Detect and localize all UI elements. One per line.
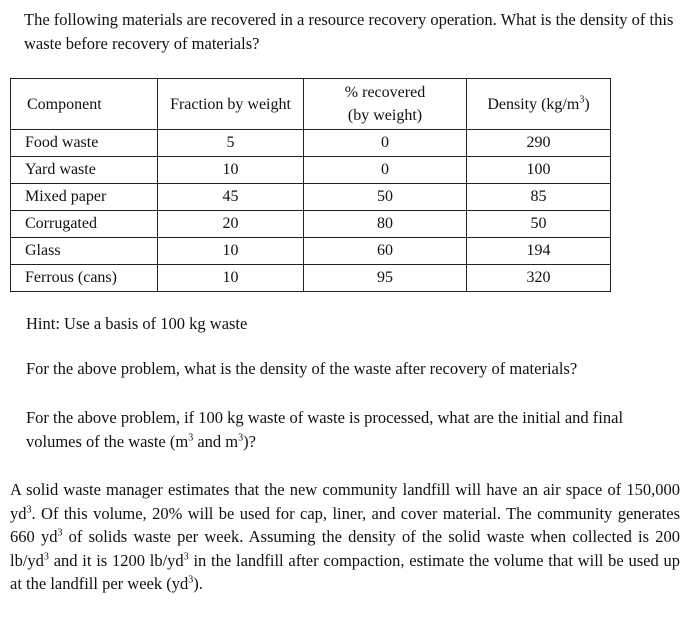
q4-p1: A solid waste manager estimates that the new community landfill will have an air space of 150,000 yd: [10, 480, 680, 523]
q4-s2: 3: [57, 527, 63, 539]
q4-p6: ).: [193, 574, 203, 593]
cell-recovered: 95: [304, 265, 467, 292]
cell-recovered: 0: [304, 130, 467, 157]
header-recovered-line2: (by weight): [347, 107, 423, 124]
table-row: [11, 184, 611, 211]
cell-component: Food waste: [11, 130, 158, 157]
header-density-prefix: Density (kg/m: [487, 95, 580, 113]
q4-s4: 3: [183, 551, 189, 562]
cell-density: 85: [467, 184, 611, 211]
cell-density: 290: [467, 130, 611, 157]
cell-fraction: 5: [158, 130, 304, 157]
table-row: [11, 265, 611, 292]
cell-density: 100: [467, 157, 611, 184]
q3-part1: For the above problem, if 100 kg waste of waste is processed, what are the initial and final volumes of the waste (m: [26, 408, 624, 451]
q3-sup2: 3: [238, 432, 244, 444]
cell-fraction: 10: [158, 157, 304, 184]
q4-s1: 3: [26, 504, 32, 515]
q4-p3: of solids waste per week. Assuming the density of the solid waste when collected is 200 lb/yd: [10, 527, 681, 570]
header-density-sup: 3: [579, 94, 585, 106]
q3-part3: )?: [243, 432, 256, 451]
cell-fraction: 10: [158, 265, 304, 292]
cell-density: 50: [467, 211, 611, 238]
header-fraction: Fraction by weight: [158, 79, 304, 130]
cell-recovered: 60: [304, 238, 467, 265]
header-component: Component: [11, 79, 158, 130]
cell-component: Ferrous (cans): [11, 265, 158, 292]
q4-p4: and it is 1200 lb/yd: [48, 550, 184, 570]
q4-s3: 3: [43, 551, 49, 562]
cell-fraction: 45: [158, 184, 304, 211]
question-1-text: The following materials are recovered in a resource recovery operation. What is the density of this waste before recovery of materials?: [24, 10, 674, 53]
cell-component: Glass: [11, 238, 158, 265]
header-recovered: [304, 79, 467, 130]
table-header-row: [11, 79, 611, 130]
hint-text: Hint: Use a basis of 100 kg waste: [26, 314, 248, 333]
cell-density: 320: [467, 265, 611, 292]
question-4-text: [10, 478, 680, 596]
cell-fraction: 10: [158, 238, 304, 265]
question-3-text: [26, 406, 676, 454]
cell-recovered: 80: [304, 211, 467, 238]
cell-recovered: 50: [304, 184, 467, 211]
q4-p2: . Of this volume, 20% will be used for cap, liner, and cover material. The community generates 660 yd: [10, 503, 680, 546]
table-row: [11, 238, 611, 265]
materials-table: [10, 78, 611, 292]
cell-density: 194: [467, 238, 611, 265]
q4-s5: 3: [188, 574, 194, 586]
q4-p5: in the landfill after compaction, estimate the volume that will be used up at the landfill per week (yd: [10, 550, 680, 593]
table-row: [11, 211, 611, 238]
header-recovered-line1: % recovered: [344, 84, 426, 101]
cell-component: Mixed paper: [11, 184, 158, 211]
cell-component: Yard waste: [11, 157, 158, 184]
header-density: [467, 79, 611, 130]
table-row: [11, 130, 611, 157]
cell-component: Corrugated: [11, 211, 158, 238]
header-density-suffix: ): [584, 95, 590, 113]
q3-sup1: 3: [188, 432, 194, 444]
cell-fraction: 20: [158, 211, 304, 238]
cell-recovered: 0: [304, 157, 467, 184]
table-row: [11, 157, 611, 184]
question-2-text: For the above problem, what is the density of the waste after recovery of materials?: [26, 359, 578, 378]
q3-part2: and m: [193, 432, 239, 451]
